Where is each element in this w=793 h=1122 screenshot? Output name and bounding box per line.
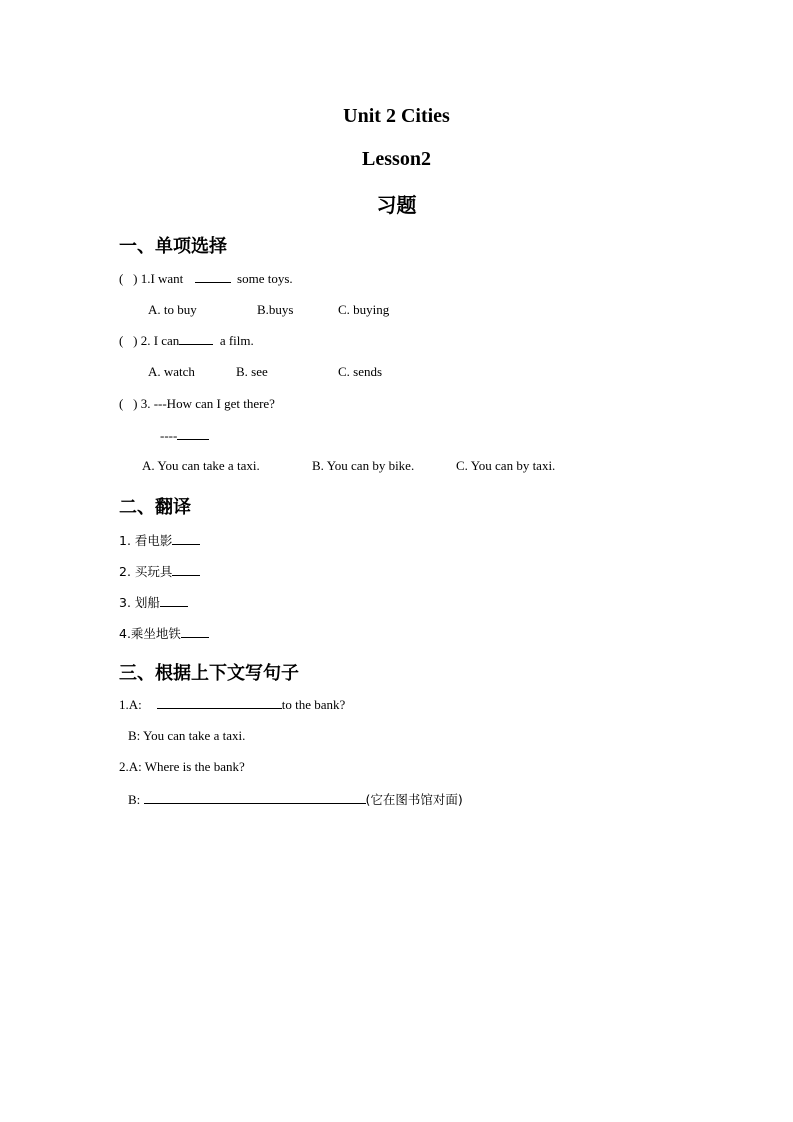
document-title: Unit 2 Cities bbox=[343, 105, 450, 127]
translation-blank-1[interactable] bbox=[172, 533, 200, 545]
exercise-heading: 习题 bbox=[376, 193, 417, 217]
translation-item-2-text: 2. 买玩具 bbox=[119, 564, 173, 579]
translation-item-1-text: 1. 看电影 bbox=[119, 533, 173, 548]
translation-item-3 bbox=[119, 593, 188, 611]
q2-option-c: C. sends bbox=[338, 364, 383, 379]
lesson-title: Lesson2 bbox=[362, 148, 431, 170]
q1-option-a: A. to buy bbox=[148, 302, 197, 317]
q3-option-c: C. You can by taxi. bbox=[456, 458, 556, 473]
question-3-blank[interactable] bbox=[177, 428, 209, 440]
section-1-title: 一、单项选择 bbox=[119, 236, 227, 257]
q1-option-b: B.buys bbox=[257, 302, 294, 317]
answer-paren-open: ( bbox=[119, 271, 124, 286]
answer-paren-close: ) bbox=[133, 396, 138, 411]
dialogue-2-b-hint: (它在图书馆对面) bbox=[365, 792, 463, 807]
question-3-stem: 3. ---How can I get there? bbox=[140, 396, 275, 411]
question-1-after: some toys. bbox=[237, 271, 293, 286]
q3-option-a: A. You can take a taxi. bbox=[142, 458, 260, 473]
translation-blank-3[interactable] bbox=[160, 595, 188, 607]
translation-item-3-text: 3. 划船 bbox=[119, 595, 160, 610]
question-2 bbox=[119, 333, 254, 349]
dialogue-2-blank[interactable] bbox=[144, 792, 366, 804]
q2-option-a: A. watch bbox=[148, 364, 195, 379]
dialogue-2-b-label: B: bbox=[128, 792, 141, 807]
answer-paren-open: ( bbox=[119, 333, 124, 348]
translation-blank-4[interactable] bbox=[181, 626, 209, 638]
translation-item-1 bbox=[119, 531, 200, 549]
translation-item-4 bbox=[119, 624, 209, 642]
q2-option-b: B. see bbox=[236, 364, 268, 379]
question-1-blank[interactable] bbox=[195, 271, 231, 283]
dialogue-1-a-after: to the bank? bbox=[281, 697, 346, 712]
question-3-reply bbox=[160, 428, 209, 444]
q1-option-c: C. buying bbox=[338, 302, 390, 317]
translation-item-2 bbox=[119, 562, 200, 580]
dialogue-2-b bbox=[128, 790, 463, 808]
dialogue-1-b: B: You can take a taxi. bbox=[128, 728, 246, 743]
answer-paren-close: ) bbox=[133, 333, 138, 348]
question-2-stem: 2. I can bbox=[140, 333, 180, 348]
dialogue-2-a: 2.A: Where is the bank? bbox=[119, 759, 245, 774]
answer-paren-open: ( bbox=[119, 396, 124, 411]
answer-paren-close: ) bbox=[133, 271, 138, 286]
question-3-reply-dashes: ---- bbox=[160, 428, 178, 443]
section-3-title: 三、根据上下文写句子 bbox=[119, 663, 299, 684]
question-2-blank[interactable] bbox=[179, 333, 213, 345]
section-2-title: 二、翻译 bbox=[119, 497, 191, 518]
question-2-after: a film. bbox=[219, 333, 254, 348]
dialogue-1-a bbox=[119, 697, 345, 713]
dialogue-1-blank[interactable] bbox=[157, 697, 282, 709]
translation-item-4-text: 4.乘坐地铁 bbox=[119, 626, 181, 641]
dialogue-1-a-label: 1.A: bbox=[119, 697, 142, 712]
question-1 bbox=[119, 271, 293, 287]
q3-option-b: B. You can by bike. bbox=[312, 458, 415, 473]
question-3 bbox=[119, 396, 275, 412]
question-1-stem: 1.I want bbox=[140, 271, 184, 286]
translation-blank-2[interactable] bbox=[172, 564, 200, 576]
